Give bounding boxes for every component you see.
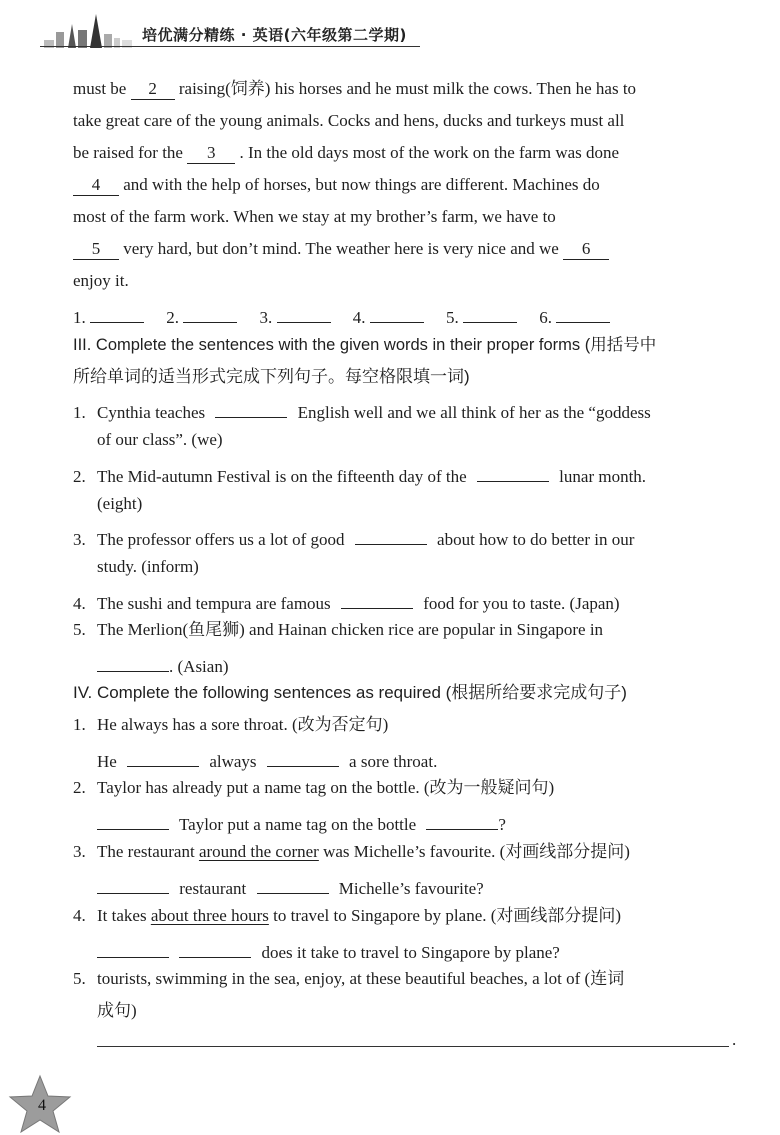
s4-q2-blank-2[interactable] [426,809,498,830]
text: about how to do better in our [437,530,635,549]
text: ? [498,815,506,834]
question-number: 2. [73,467,86,486]
s3-question-1 [73,397,651,424]
text: The professor offers us a lot of good [97,530,345,549]
header-rule [40,46,420,47]
passage-line-5: most of the farm work. When we stay at my brother’s farm, we have to [73,207,556,226]
text: It takes [97,906,147,925]
underlined-phrase: around the corner [198,842,319,861]
s4-question-1 [73,714,388,736]
page-header [0,0,780,60]
s3-question-5-cont [97,651,228,678]
passage-blank-3[interactable]: 3 [187,143,235,164]
text: must be [73,79,127,98]
passage-blank-2[interactable]: 2 [131,79,175,100]
s4-q4-blank-2[interactable] [179,937,251,958]
text: very hard, but don’t mind. The weather here is very nice and we [123,239,559,258]
s4-question-5-cont: 成句) [97,1001,137,1020]
s4-question-4 [73,905,621,927]
passage-line-3 [73,142,619,164]
s4-q1-blank-2[interactable] [267,746,339,767]
question-number: 4. [73,594,86,613]
question-number: 3. [73,842,86,861]
text: . (Asian) [169,657,229,676]
passage-line-4 [73,174,600,196]
s3-q3-blank[interactable] [355,524,427,545]
city-skyline-icon [40,10,140,50]
answer-blank-1[interactable] [90,302,144,323]
text: be raised for the [73,143,183,162]
passage-line-7: enjoy it. [73,271,129,290]
section-3-heading: III. Complete the sentences with the given words in their proper forms (用括号中 [73,336,657,354]
s4-q3-blank-2[interactable] [257,873,329,894]
section-4-heading: IV. Complete the following sentences as required (根据所给要求完成句子) [73,683,627,702]
question-number: 1. [73,715,86,734]
s3-q4-blank[interactable] [341,588,413,609]
s4-question-3-answer [97,873,484,900]
answer-blank-4[interactable] [370,302,424,323]
s3-question-2 [73,461,646,488]
answer-label-6: 6. [539,308,552,327]
s4-q3-blank-1[interactable] [97,873,169,894]
s4-question-1-answer [97,746,437,773]
answer-blank-3[interactable] [277,302,331,323]
question-number: 3. [73,530,86,549]
answer-label-5: 5. [446,308,459,327]
answer-label-1: 1. [73,308,86,327]
s3-question-5 [73,619,603,641]
passage-blank-6[interactable]: 6 [563,239,609,260]
s4-question-3 [73,841,630,863]
question-number: 5. [73,969,86,988]
text: tourists, swimming in the sea, enjoy, at these beautiful beaches, a lot of (连词 [97,969,625,988]
book-title: 培优满分精练 · 英语(六年级第二学期) [142,26,407,44]
section-3-heading-cont: 所给单词的适当形式完成下列句子。每空格限填一词) [73,367,470,386]
answer-label-2: 2. [166,308,179,327]
text: to travel to Singapore by plane. (对画线部分提问) [273,906,622,925]
s3-question-1-cont: of our class”. (we) [97,430,223,449]
answer-blank-5[interactable] [463,302,517,323]
text: does it take to travel to Singapore by plane? [261,943,560,962]
question-number: 1. [73,403,86,422]
answer-label-3: 3. [259,308,273,327]
s3-question-3-cont: study. (inform) [97,557,199,576]
passage-blank-5[interactable]: 5 [73,239,119,260]
text: a sore throat. [349,752,438,771]
s4-question-4-answer [97,937,560,964]
answer-blank-6[interactable] [556,302,610,323]
s4-question-5 [73,968,624,990]
text: English well and we all think of her as the “goddess [297,403,651,422]
text: was Michelle’s favourite. (对画线部分提问) [323,842,630,861]
question-number: 5. [73,620,86,639]
s3-q2-blank[interactable] [477,461,549,482]
answer-label-4: 4. [352,308,366,327]
s3-question-3 [73,524,634,551]
text: He always has a sore throat. (改为否定句) [97,715,389,734]
passage-line-2: take great care of the young animals. Cocks and hens, ducks and turkeys must all [73,111,625,130]
text: The sushi and tempura are famous [97,594,331,613]
text: The restaurant [97,842,195,861]
s4-q2-blank-1[interactable] [97,809,169,830]
s4-question-2-answer [97,809,506,836]
passage-blank-4[interactable]: 4 [73,175,119,196]
answer-blank-2[interactable] [183,302,237,323]
period: . [732,1030,737,1049]
question-number: 2. [73,778,86,797]
text: and with the help of horses, but now things are different. Machines do [123,175,600,194]
page-number: 4 [38,1097,46,1114]
passage-line-6 [73,238,609,260]
text: He [97,752,117,771]
text: restaurant [179,879,247,898]
s3-q5-blank[interactable] [97,651,169,672]
text: . In the old days most of the work on the farm was done [239,143,620,162]
s4-q5-answer-line[interactable] [97,1046,729,1047]
text: Cynthia teaches [97,403,206,422]
s4-question-2 [73,777,554,799]
s3-q1-blank[interactable] [215,397,287,418]
s4-q4-blank-1[interactable] [97,937,169,958]
text: The Mid-autumn Festival is on the fifteenth day of the [97,467,467,486]
text: lunar month. [559,467,647,486]
s3-question-4 [73,588,620,615]
text: always [209,752,257,771]
text: food for you to taste. (Japan) [423,594,620,613]
text: Taylor has already put a name tag on the bottle. (改为一般疑问句) [97,778,555,797]
s4-q1-blank-1[interactable] [127,746,199,767]
answer-row [73,302,610,329]
text: raising(饲养) his horses and he must milk the cows. Then he has to [178,79,637,98]
text: Taylor put a name tag on the bottle [178,815,417,834]
s3-question-2-cont: (eight) [97,494,143,513]
question-number: 4. [73,906,86,925]
underlined-phrase: about three hours [150,906,269,925]
passage-line-1 [73,78,636,100]
text: Michelle’s favourite? [338,879,484,898]
text: The Merlion(鱼尾狮) and Hainan chicken rice are popular in Singapore in [97,620,604,639]
